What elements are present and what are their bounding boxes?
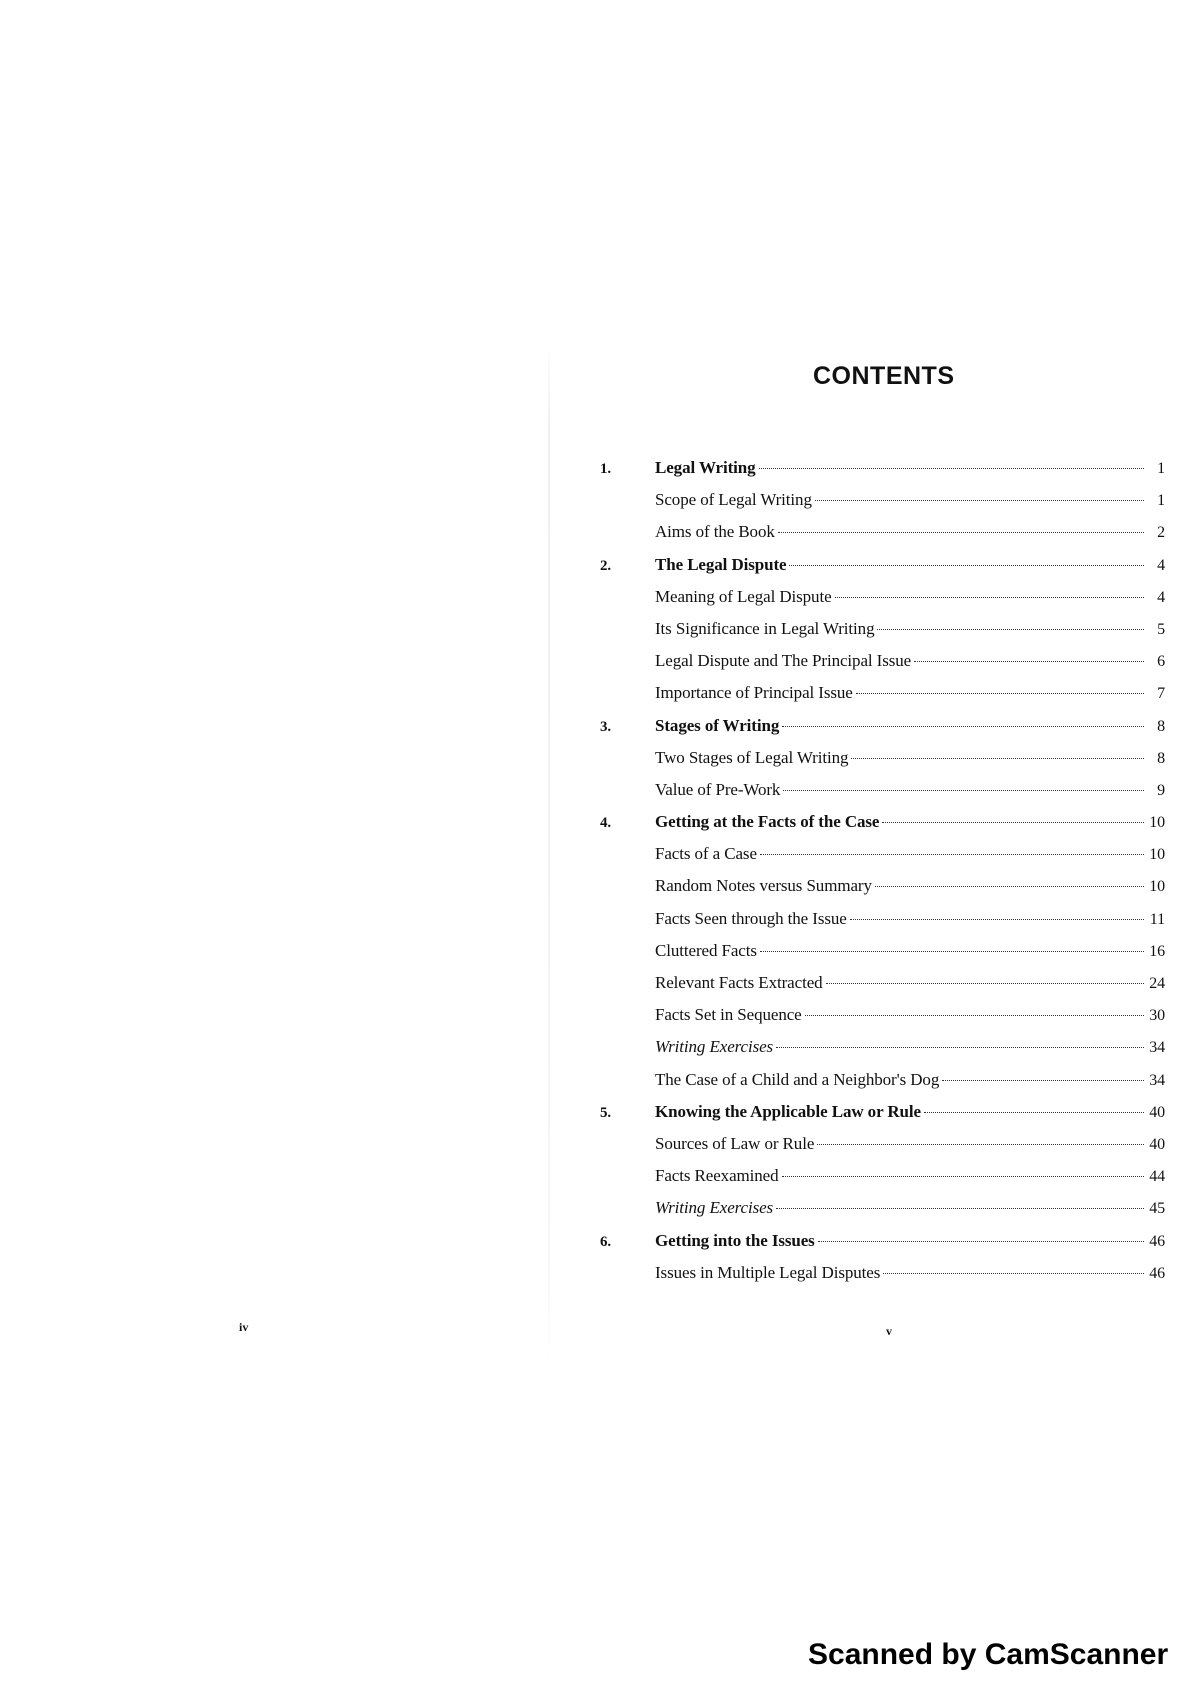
toc-section-row <box>600 613 1165 645</box>
toc-dot-leader <box>882 822 1144 823</box>
toc-page-number: 24 <box>1149 975 1165 992</box>
toc-page-number: 9 <box>1157 781 1165 799</box>
book-spine-shadow <box>548 340 550 1370</box>
toc-section-row <box>600 677 1165 709</box>
toc-page-number: 45 <box>1149 1200 1165 1218</box>
toc-page-number: 7 <box>1157 685 1165 703</box>
toc-page-number: 10 <box>1149 846 1165 864</box>
scanner-watermark: Scanned by CamScanner <box>808 1638 1169 1671</box>
toc-section-row <box>600 967 1165 999</box>
toc-entry-title: The Legal Dispute <box>655 554 787 574</box>
toc-section-row <box>600 1064 1165 1096</box>
toc-page-number: 10 <box>1149 814 1165 832</box>
toc-dot-leader <box>877 629 1144 630</box>
toc-dot-leader <box>875 886 1144 887</box>
toc-dot-leader <box>782 1176 1144 1177</box>
toc-section-row <box>600 838 1165 870</box>
toc-section-row <box>600 581 1165 613</box>
toc-chapter-row <box>600 806 1165 838</box>
toc-section-row <box>600 1160 1165 1192</box>
toc-entry-title: Facts Set in Sequence <box>655 1005 802 1025</box>
toc-entry-title: Facts Reexamined <box>655 1166 779 1186</box>
toc-chapter-row <box>600 710 1165 742</box>
toc-page-number: 8 <box>1157 717 1165 735</box>
toc-chapter-row <box>600 549 1165 581</box>
toc-page-number: 44 <box>1149 1168 1165 1186</box>
toc-chapter-row <box>600 1225 1165 1257</box>
toc-dot-leader <box>924 1112 1144 1113</box>
toc-dot-leader <box>759 468 1144 469</box>
toc-section-row <box>600 484 1165 516</box>
toc-page-number: 2 <box>1157 524 1165 542</box>
toc-page-number: 4 <box>1157 556 1165 574</box>
toc-page-number: 6 <box>1157 653 1165 671</box>
toc-dot-leader <box>942 1080 1144 1081</box>
toc-page-number: 34 <box>1149 1071 1165 1089</box>
toc-entry-title: Cluttered Facts <box>655 940 757 960</box>
toc-page-number: 40 <box>1149 1135 1165 1153</box>
toc-dot-leader <box>760 951 1144 952</box>
toc-section-row <box>600 1128 1165 1160</box>
toc-dot-leader <box>782 726 1144 727</box>
toc-page-number: 34 <box>1149 1039 1165 1057</box>
toc-dot-leader <box>789 565 1144 566</box>
toc-dot-leader <box>914 661 1144 662</box>
toc-page-number: 5 <box>1157 620 1165 638</box>
page-number-right: v <box>886 1324 892 1338</box>
toc-entry-title: Its Significance in Legal Writing <box>655 618 875 638</box>
toc-entry-title: Knowing the Applicable Law or Rule <box>655 1101 921 1121</box>
toc-page-number: 16 <box>1149 942 1165 960</box>
toc-page-number: 40 <box>1149 1103 1165 1121</box>
toc-section-row <box>600 999 1165 1031</box>
page-title: CONTENTS <box>813 362 955 390</box>
toc-dot-leader <box>783 790 1144 791</box>
toc-section-row <box>600 1257 1165 1289</box>
toc-page-number: 11 <box>1149 910 1165 928</box>
toc-section-row <box>600 645 1165 677</box>
toc-entry-title: Scope of Legal Writing <box>655 490 812 510</box>
toc-dot-leader <box>883 1273 1144 1274</box>
toc-dot-leader <box>778 532 1144 533</box>
toc-dot-leader <box>817 1144 1144 1145</box>
toc-page-number: 8 <box>1157 749 1165 767</box>
toc-dot-leader <box>835 597 1144 598</box>
toc-dot-leader <box>776 1208 1144 1209</box>
toc-chapter-number: 4. <box>600 815 612 832</box>
toc-page-number: 46 <box>1149 1264 1165 1282</box>
toc-entry-title: Legal Writing <box>655 458 756 477</box>
toc-dot-leader <box>815 500 1144 501</box>
toc-dot-leader <box>760 854 1144 855</box>
toc-entry-title: Facts of a Case <box>655 844 757 864</box>
toc-entry-title: Importance of Principal Issue <box>655 683 853 703</box>
toc-page-number: 30 <box>1149 1007 1165 1025</box>
toc-chapter-number: 2. <box>600 557 612 574</box>
toc-chapter-row <box>600 1096 1165 1128</box>
toc-section-row <box>600 935 1165 967</box>
toc-entry-title: Aims of the Book <box>655 522 775 542</box>
table-of-contents <box>600 452 1165 1289</box>
toc-entry-title: Facts Seen through the Issue <box>655 908 847 928</box>
toc-entry-title: Relevant Facts Extracted <box>655 973 823 992</box>
toc-entry-title: Writing Exercises <box>655 1198 774 1218</box>
toc-dot-leader <box>850 919 1144 920</box>
toc-section-row <box>600 516 1165 548</box>
toc-dot-leader <box>776 1047 1144 1048</box>
toc-dot-leader <box>856 693 1144 694</box>
toc-dot-leader <box>826 983 1144 984</box>
toc-chapter-number: 5. <box>600 1104 612 1121</box>
toc-section-row <box>600 774 1165 806</box>
toc-page-number: 46 <box>1149 1232 1165 1250</box>
toc-chapter-number: 1. <box>600 461 612 477</box>
toc-entry-title: Writing Exercises <box>655 1037 774 1057</box>
toc-entry-title: Issues in Multiple Legal Disputes <box>655 1262 881 1282</box>
toc-page-number: 1 <box>1157 492 1165 510</box>
toc-page-number: 1 <box>1157 460 1165 477</box>
toc-dot-leader <box>851 758 1144 759</box>
toc-entry-title: Value of Pre-Work <box>655 779 781 799</box>
toc-section-row <box>600 870 1165 902</box>
toc-entry-title: Legal Dispute and The Principal Issue <box>655 651 912 671</box>
toc-section-row <box>600 1031 1165 1063</box>
toc-section-row <box>600 1192 1165 1224</box>
toc-entry-title: Getting into the Issues <box>655 1230 815 1250</box>
toc-page-number: 4 <box>1157 588 1165 606</box>
toc-entry-title: Getting at the Facts of the Case <box>655 812 880 832</box>
toc-entry-title: Sources of Law or Rule <box>655 1133 815 1153</box>
toc-chapter-number: 6. <box>600 1233 612 1250</box>
page-number-left: iv <box>239 1320 249 1334</box>
toc-section-row <box>600 903 1165 935</box>
toc-chapter-row <box>600 452 1165 484</box>
toc-dot-leader <box>818 1241 1144 1242</box>
toc-chapter-number: 3. <box>600 718 612 735</box>
toc-entry-title: Stages of Writing <box>655 715 780 735</box>
toc-page-number: 10 <box>1149 878 1165 896</box>
toc-entry-title: The Case of a Child and a Neighbor's Dog <box>655 1069 940 1089</box>
toc-entry-title: Random Notes versus Summary <box>655 876 872 896</box>
toc-entry-title: Two Stages of Legal Writing <box>655 747 849 767</box>
toc-dot-leader <box>805 1015 1144 1016</box>
toc-section-row <box>600 742 1165 774</box>
toc-entry-title: Meaning of Legal Dispute <box>655 586 832 606</box>
